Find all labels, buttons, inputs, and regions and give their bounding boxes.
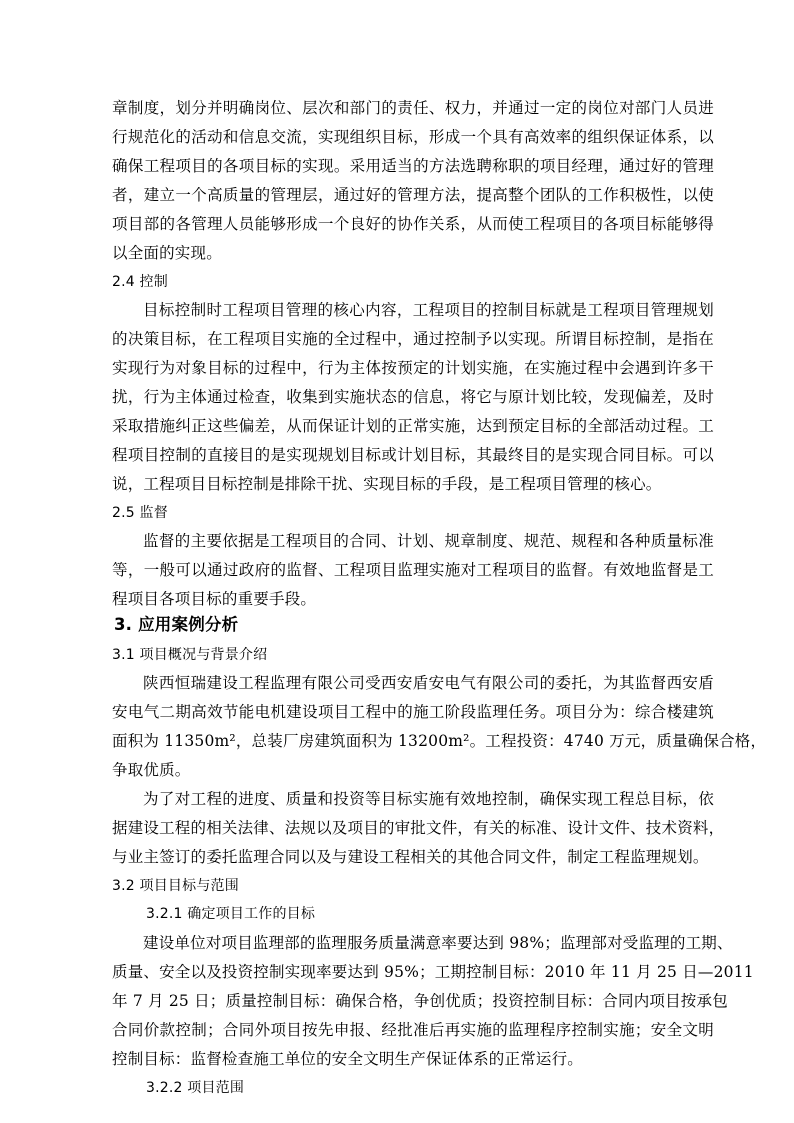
section-heading-2-4: 2.4 控制 xyxy=(112,274,168,290)
section-heading-3-2: 3.2 项目目标与范围 xyxy=(112,878,239,894)
section-heading-3-2-2: 3.2.2 项目范围 xyxy=(146,1080,245,1096)
paragraph-line: 建设单位对项目监理部的监理服务质量满意率要达到 98%；监理部对受监理的工期、 xyxy=(143,934,733,952)
paragraph-line: 章制度，划分并明确岗位、层次和部门的责任、权力，并通过一定的岗位对部门人员进 xyxy=(112,99,714,117)
paragraph-line: 的决策目标，在工程项目实施的全过程中，通过控制予以实现。所谓目标控制，是指在 xyxy=(112,330,714,348)
section-heading-3-1: 3.1 项目概况与背景介绍 xyxy=(112,647,268,663)
paragraph-line: 争取优质。 xyxy=(112,761,191,779)
paragraph-line: 等，一般可以通过政府的监督、工程项目监理实施对工程项目的监督。有效地监督是工 xyxy=(112,561,714,579)
paragraph-line: 项目部的各管理人员能够形成一个良好的协作关系，从而使工程项目的各项目标能够得 xyxy=(112,215,714,233)
section-heading-3: 3. 应用案例分析 xyxy=(114,615,239,634)
paragraph-line: 程项目各项目标的重要手段。 xyxy=(112,590,317,608)
paragraph-line: 实现行为对象目标的过程中，行为主体按预定的计划实施，在实施过程中会遇到许多干 xyxy=(112,359,714,377)
paragraph-line: 安电气二期高效节能电机建设项目工程中的施工阶段监理任务。项目分为：综合楼建筑 xyxy=(112,703,714,721)
paragraph-line: 采取措施纠正这些偏差，从而保证计划的正常实施，达到预定目标的全部活动过程。工 xyxy=(112,417,714,435)
section-heading-2-5: 2.5 监督 xyxy=(112,505,168,521)
paragraph-line: 以全面的实现。 xyxy=(112,244,222,262)
paragraph-line: 控制目标：监督检查施工单位的安全文明生产保证体系的正常运行。 xyxy=(112,1050,584,1068)
paragraph-line: 年 7 月 25 日；质量控制目标：确保合格，争创优质；投资控制目标：合同内项目按承包 xyxy=(112,992,728,1010)
paragraph-line: 陕西恒瑞建设工程监理有限公司受西安盾安电气有限公司的委托，为其监督西安盾 xyxy=(143,674,714,692)
paragraph-line: 者，建立一个高质量的管理层，通过好的管理方法，提高整个团队的工作积极性，以使 xyxy=(112,186,714,204)
paragraph-line: 与业主签订的委托监理合同以及与建设工程相关的其他合同文件，制定工程监理规划。 xyxy=(112,848,709,866)
section-heading-3-2-1: 3.2.1 确定项目工作的目标 xyxy=(146,906,316,922)
paragraph-line: 监督的主要依据是工程项目的合同、计划、规章制度、规范、规程和各种质量标准 xyxy=(143,532,714,550)
paragraph-line: 说，工程项目目标控制是排除干扰、实现目标的手段，是工程项目管理的核心。 xyxy=(112,475,662,493)
paragraph-line: 程项目控制的直接目的是实现规划目标或计划目标，其最终目的是实现合同目标。可以 xyxy=(112,446,714,464)
paragraph-line: 合同价款控制；合同外项目按先申报、经批准后再实施的监理程序控制实施；安全文明 xyxy=(112,1021,714,1039)
paragraph-line: 质量、安全以及投资控制实现率要达到 95%；工期控制目标：2010 年 11 月 25 日—2011 xyxy=(112,963,754,981)
paragraph-line: 为了对工程的进度、质量和投资等目标实施有效地控制，确保实现工程总目标，依 xyxy=(143,790,714,808)
paragraph-line: 行规范化的活动和信息交流，实现组织目标，形成一个具有高效率的组织保证体系，以 xyxy=(112,128,714,146)
paragraph-line: 面积为 11350m²，总装厂房建筑面积为 13200m²。工程投资：4740 万元，质量确保合格， xyxy=(112,732,767,750)
paragraph-line: 目标控制时工程项目管理的核心内容，工程项目的控制目标就是工程项目管理规划 xyxy=(143,301,714,319)
paragraph-line: 扰，行为主体通过检查，收集到实施状态的信息，将它与原计划比较，发现偏差，及时 xyxy=(112,388,714,406)
paragraph-line: 据建设工程的相关法律、法规以及项目的审批文件，有关的标准、设计文件、技术资料， xyxy=(112,819,725,837)
paragraph-line: 确保工程项目的各项目标的实现。采用适当的方法选聘称职的项目经理，通过好的管理 xyxy=(112,157,714,175)
